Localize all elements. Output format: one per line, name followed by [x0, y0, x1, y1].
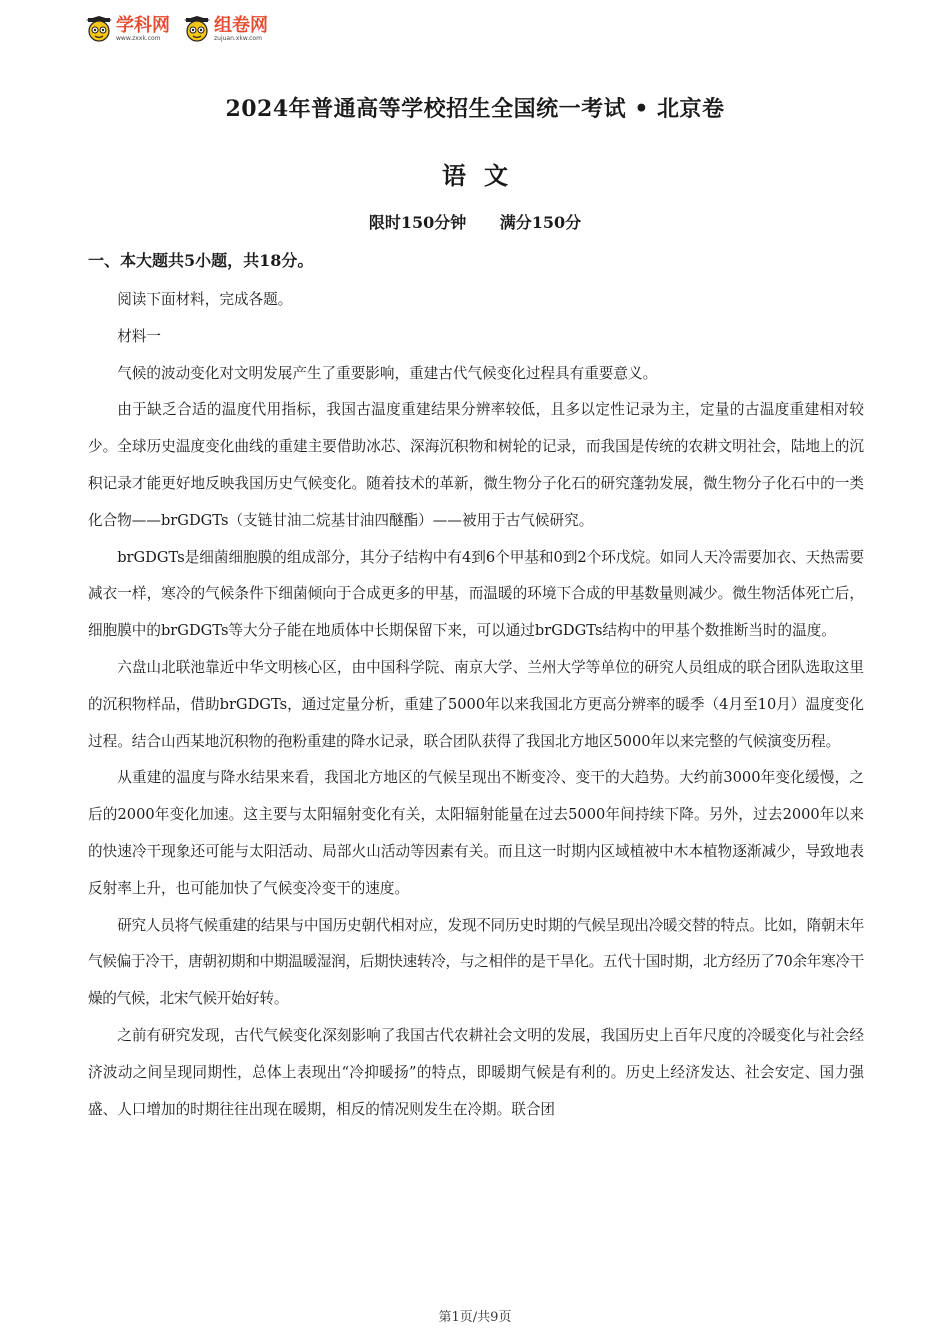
mascot-icon: [86, 16, 112, 42]
logo-url: www.zxxk.com: [116, 34, 161, 42]
paragraph: 由于缺乏合适的温度代用指标，我国古温度重建结果分辨率较低，且多以定性记录为主，定量的古温度重建相对较少。全球历史温度变化曲线的重建主要借助冰芯、深海沉积物和树轮的记录，而我国是传统的农耕文明社会，陆地上的沉积记录才能更好地反映我国历史气候变化。随着技术的革新，微生物分子化石的研究蓬勃发展，微生物分子化石中的一类化合物——brGDGTs（支链甘油二烷基甘油四醚酯）——被用于古气候研究。: [88, 401, 864, 529]
paragraph: 研究人员将气候重建的结果与中国历史朝代相对应，发现不同历史时期的气候呈现出冷暖交替的特点。比如，隋朝末年气候偏于冷干，唐朝初期和中期温暖湿润，后期快速转冷，与之相伴的是干旱化。五代十国时期，北方经历了70余年寒冷干燥的气候，北宋气候开始好转。: [88, 916, 864, 1008]
logo-bar: [86, 16, 268, 42]
logo-name: 组卷网: [214, 14, 268, 36]
time-limit: 限时150分钟 满分150分: [368, 213, 582, 232]
xuekewang-logo: [86, 16, 170, 42]
page-number: 第1页/共9页: [438, 1310, 512, 1325]
instruction: 阅读下面材料，完成各题。: [117, 291, 293, 308]
reading-material: [88, 282, 864, 1128]
exam-title: 2024年普通高等学校招生全国统一考试 • 北京卷: [225, 96, 725, 122]
paragraph: 气候的波动变化对文明发展产生了重要影响，重建古代气候变化过程具有重要意义。: [117, 364, 658, 382]
paragraph: 六盘山北联池靠近中华文明核心区，由中国科学院、南京大学、兰州大学等单位的研究人员组成的联合团队选取这里的沉积物样品，借助brGDGTs，通过定量分析，重建了5000年以来我国北方更高分辨率的暖季（4月至10月）温度变化过程。结合山西某地沉积物的孢粉重建的降水记录，联合团队获得了我国北方地区5000年以来完整的气候演变历程。: [88, 658, 864, 750]
mascot-icon: [184, 16, 210, 42]
zujuanwang-logo: [184, 16, 268, 42]
paragraph: brGDGTs是细菌细胞膜的组成部分，其分子结构中有4到6个甲基和0到2个环戊烷。如同人天冷需要加衣、天热需要减衣一样，寒冷的气候条件下细菌倾向于合成更多的甲基，而温暖的环境下合成的甲基数量则减少。微生物活体死亡后，细胞膜中的brGDGTs等大分子能在地质体中长期保留下来，可以通过brGDGTs结构中的甲基个数推断当时的温度。: [88, 548, 864, 640]
logo-url: zujuan.xkw.com: [214, 34, 262, 42]
paragraph: 从重建的温度与降水结果来看，我国北方地区的气候呈现出不断变冷、变干的大趋势。大约前3000年变化缓慢，之后的2000年变化加速。这主要与太阳辐射变化有关，太阳辐射能量在过去5000年间持续下降。另外，过去2000年以来的快速冷干现象还可能与太阳活动、局部火山活动等因素有关。而且这一时期内区域植被中木本植物逐渐减少，导致地表反射率上升，也可能加快了气候变冷变干的速度。: [88, 769, 864, 897]
subject-title: 语文: [442, 161, 526, 190]
section-heading: 一、本大题共5小题，共18分。: [88, 251, 314, 270]
logo-name: 学科网: [116, 14, 170, 36]
paragraph: 之前有研究发现，古代气候变化深刻影响了我国古代农耕社会文明的发展，我国历史上百年尺度的冷暖变化与社会经济波动之间呈现同期性，总体上表现出“冷抑暖扬”的特点，即暖期气候是有利的。历史上经济发达、社会安定、国力强盛、人口增加的时期往往出现在暖期，相反的情况则发生在冷期。联合团: [88, 1026, 864, 1118]
material-label: 材料一: [117, 327, 161, 345]
